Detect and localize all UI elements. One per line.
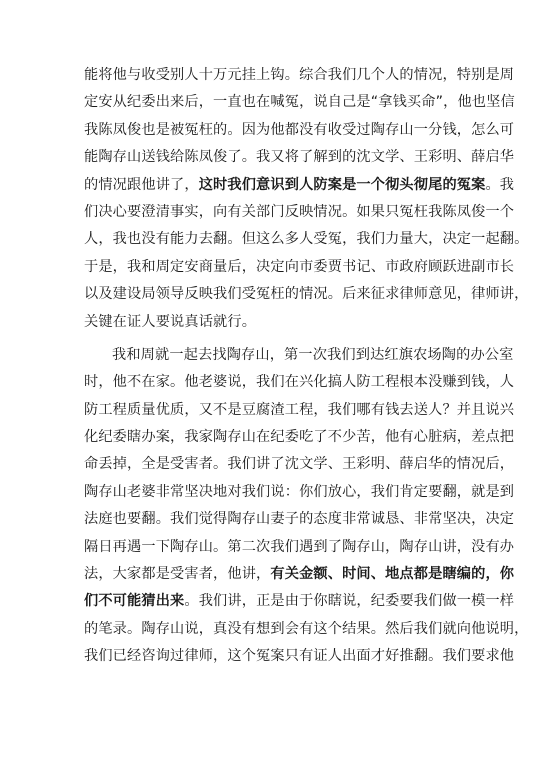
- text-segment: 命丢掉，全是受害者。我们讲了沈文学、王彩明、薛启华的情况后，: [84, 456, 515, 473]
- text-line: [84, 281, 529, 308]
- text-segment: 陶存山老婆非常坚决地对我们说：你们放心，我们肯定要翻，就是到: [84, 483, 515, 500]
- text-line: [84, 226, 529, 253]
- bold-text-segment: 有关金额、时间、地点都是瞎编的，你: [270, 566, 515, 583]
- text-segment: 我和周就一起去找陶存山，第一次我们到达红旗农场陶的办公室: [112, 346, 514, 363]
- text-line: [84, 369, 515, 396]
- text-segment: 法，大家都是受害者，他讲，: [84, 566, 271, 583]
- text-line: [84, 89, 515, 116]
- text-segment: 能陶存山送钱给陈凤俊了。我又将了解到的沈文学、王彩明、薛启华: [84, 149, 515, 166]
- text-segment: 防工程质量优质，又不是豆腐渣工程，我们哪有钱去送人？并且说兴: [84, 401, 515, 418]
- text-segment: 人，我也没有能力去翻。但这么多人受冤，我们力量大，决定一起翻。: [84, 231, 529, 248]
- bold-text-segment: 们不可能猜出来: [84, 593, 185, 610]
- text-line: [84, 561, 515, 588]
- text-segment: 隔日再遇一下陶存山。第二次我们遇到了陶存山，陶存山讲，没有办: [84, 538, 515, 555]
- text-line: [84, 144, 515, 171]
- text-line: [84, 479, 515, 506]
- text-line: [84, 117, 515, 144]
- text-line: [84, 309, 472, 336]
- bold-text-segment: 这时我们意识到人防案是一个彻头彻尾的冤案: [198, 176, 486, 193]
- text-line: [84, 254, 515, 281]
- text-segment: 们决心要澄清事实，向有关部门反映情况。如果只冤枉我陈凤俊一个: [84, 203, 515, 220]
- text-line: [84, 616, 529, 643]
- text-line: [84, 397, 515, 424]
- text-line: [84, 62, 515, 89]
- text-segment: 化纪委瞎办案，我家陶存山在纪委吃了不少苦，他有心脏病，差点把: [84, 429, 515, 446]
- text-segment: 。我: [485, 176, 515, 193]
- text-line: [84, 588, 515, 615]
- text-line: [84, 342, 514, 369]
- body-text: [84, 62, 529, 671]
- text-segment: 以及建设局领导反映我们受冤枉的情况。后来征求律师意见，律师讲，: [84, 286, 529, 303]
- text-segment: 定安从纪委出来后，一直也在喊冤，说自己是“拿钱买命”，他也坚信: [84, 94, 515, 111]
- text-line: [84, 424, 515, 451]
- text-segment: 我陈凤俊也是被冤枉的。因为他都没有收受过陶存山一分钱，怎么可: [84, 121, 515, 138]
- text-segment: 。我们讲，正是由于你瞎说，纪委要我们做一模一样: [184, 593, 515, 610]
- text-line: [84, 506, 515, 533]
- text-line: [84, 172, 515, 199]
- text-line: [84, 643, 515, 670]
- text-segment: 的笔录。陶存山说，真没有想到会有这个结果。然后我们就向他说明，: [84, 620, 529, 637]
- text-line: [84, 199, 515, 226]
- text-segment: 能将他与收受别人十万元挂上钩。综合我们几个人的情况，特别是周: [84, 67, 515, 83]
- text-segment: 时，他不在家。他老婆说，我们在兴化搞人防工程根本没赚到钱，人: [84, 374, 515, 391]
- text-segment: 我们已经咨询过律师，这个冤案只有证人出面才好推翻。我们要求他: [84, 648, 515, 665]
- text-segment: 于是，我和周定安商量后，决定向市委贾书记、市政府顾跃进副市长: [84, 258, 515, 275]
- text-line: [84, 451, 515, 478]
- text-line: [84, 534, 515, 561]
- text-segment: 法庭也要翻。我们觉得陶存山妻子的态度非常诚恳、非常坚决，决定: [84, 511, 515, 528]
- text-segment: 关键在证人要说真话就行。: [84, 313, 257, 330]
- text-segment: 的情况跟他讲了，: [84, 176, 199, 193]
